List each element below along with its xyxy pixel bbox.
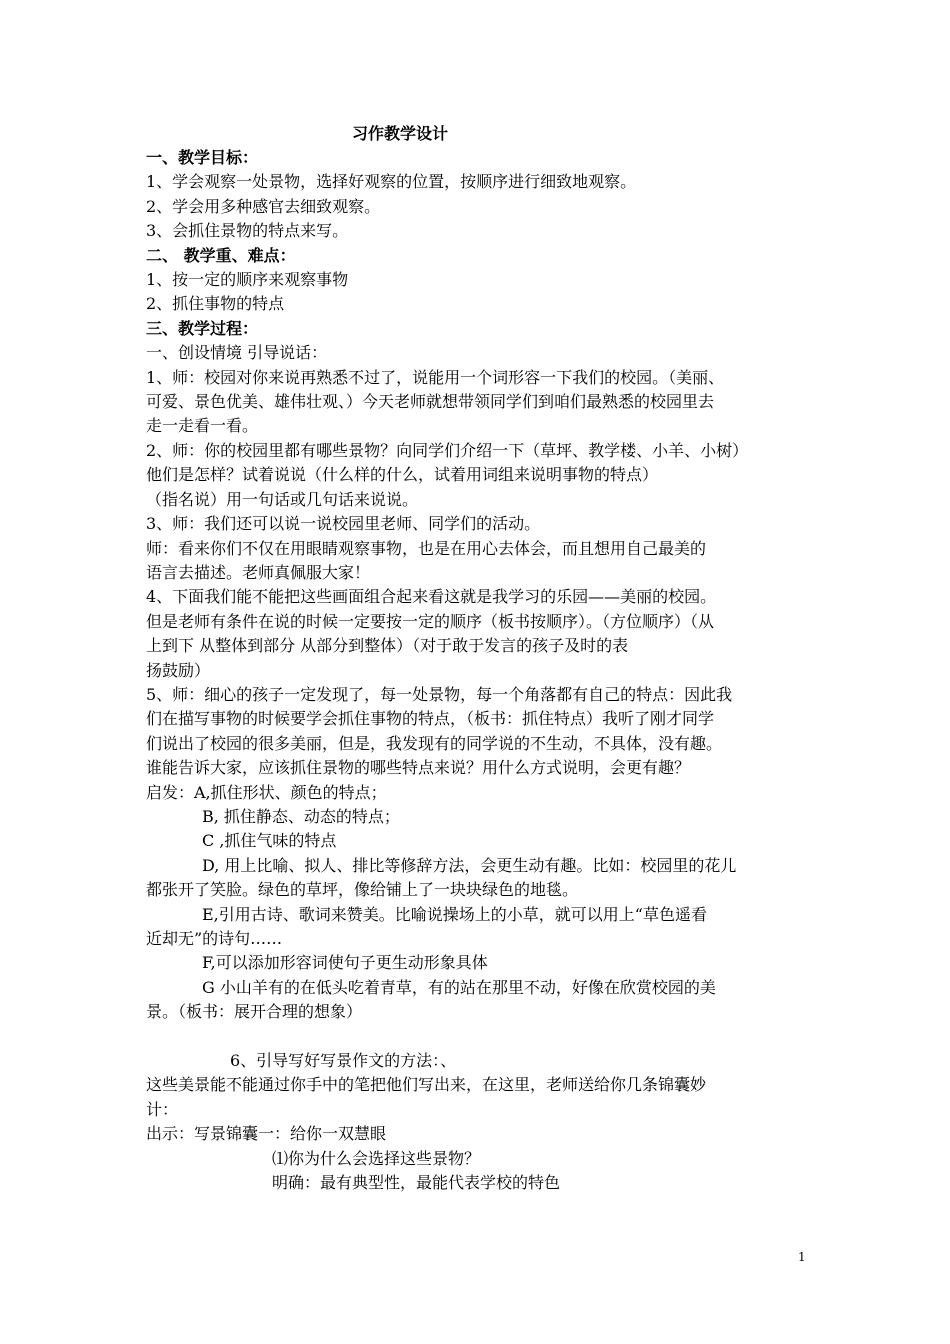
document-page <box>146 122 816 1195</box>
text-line: 计： <box>146 1099 179 1119</box>
text-line: ⑴你为什么会选择这些景物？ <box>272 1148 481 1168</box>
section-heading: 二、 教学重、难点： <box>146 245 296 265</box>
text-line: D, 用上比喻、拟人、排比等修辞方法，会更生动有趣。比如：校园里的花儿 <box>202 855 737 875</box>
text-line: G 小山羊有的在低头吃着青草，有的站在那里不动，好像在欣赏校园的美 <box>202 977 716 997</box>
text-line: 一、创设情境 引导说话： <box>146 343 328 363</box>
text-line: 明确：最有典型性，最能代表学校的特色 <box>272 1173 561 1193</box>
text-line: 但是老师有条件在说的时候一定要按一定的顺序（板书按顺序）。（方位顺序）（从 <box>146 611 715 631</box>
text-line: 2、师：你的校园里都有哪些景物？向同学们介绍一下（草坪、教学楼、小羊、小树） <box>146 440 749 460</box>
text-line: 走一走看一看。 <box>146 416 259 436</box>
text-line: 他们是怎样？试着说说（什么样的什么，试着用词组来说明事物的特点） <box>146 465 659 485</box>
text-line: 1、学会观察一处景物，选择好观察的位置，按顺序进行细致地观察。 <box>146 172 637 192</box>
text-line: 4、下面我们能不能把这些画面组合起来看这就是我学习的乐园——美丽的校园。 <box>146 587 717 607</box>
text-line: F,可以添加形容词使句子更生动形象具体 <box>202 953 488 973</box>
text-line: （指名说）用一句话或几句话来说说。 <box>146 489 419 509</box>
section-heading: 三、教学过程： <box>146 318 259 338</box>
text-line: 语言去描述。老师真佩服大家！ <box>146 562 371 582</box>
text-line: 1、师：校园对你来说再熟悉不过了，说能用一个词形容一下我们的校园。（美丽、 <box>146 367 725 387</box>
text-line: 扬鼓励） <box>146 660 211 680</box>
text-line: 出示：写景锦囊一：给你一双慧眼 <box>146 1124 387 1144</box>
text-line: 2、学会用多种感官去细致观察。 <box>146 196 381 216</box>
text-line: 都张开了笑脸。绿色的草坪，像给铺上了一块块绿色的地毯。 <box>146 880 579 900</box>
text-line: 们在描写事物的时候要学会抓住事物的特点，（板书：抓住特点）我听了刚才同学 <box>146 709 715 729</box>
document-title: 习作教学设计 <box>352 124 449 143</box>
text-line: 3、师：我们还可以说一说校园里老师、同学们的活动。 <box>146 514 541 534</box>
section-heading: 一、教学目标： <box>146 148 259 167</box>
page-number: 1 <box>798 1250 806 1264</box>
text-line: 谁能告诉大家，应该抓住景物的哪些特点来说？用什么方式说明，会更有趣？ <box>146 758 691 778</box>
document-body <box>146 146 816 1195</box>
text-line: 这些美景能不能通过你手中的笔把他们写出来，在这里，老师送给你几条锦囊妙 <box>146 1075 707 1095</box>
text-line: 上到下 从整体到部分 从部分到整体）（对于敢于发言的孩子及时的表 <box>146 636 629 656</box>
text-line: C ,抓住气味的特点 <box>202 831 337 851</box>
text-line: 可爱、景色优美、雄伟壮观、）今天老师就想带领同学们到咱们最熟悉的校园里去 <box>146 392 715 412</box>
text-line: 师：看来你们不仅在用眼睛观察事物，也是在用心去体会，而且想用自己最美的 <box>146 538 707 558</box>
text-line: E,引用古诗、歌词来赞美。比喻说操场上的小草，就可以用上“草色遥看 <box>202 904 707 924</box>
text-line: B, 抓住静态、动态的特点； <box>202 806 400 826</box>
text-line: 6、引导写好写景作文的方法：、 <box>230 1051 457 1071</box>
text-line: 启发：A,抓住形状、颜色的特点； <box>146 782 387 802</box>
text-line: 们说出了校园的很多美丽，但是，我发现有的同学说的不生动，不具体，没有趣。 <box>146 733 723 753</box>
text-line <box>146 1025 816 1049</box>
text-line: 2、抓住事物的特点 <box>146 294 285 314</box>
text-line: 近却无”的诗句…… <box>146 929 283 948</box>
text-line: 5、师：细心的孩子一定发现了，每一处景物，每一个角落都有自己的特点：因此我 <box>146 684 733 704</box>
text-line: 景。（板书：展开合理的想象） <box>146 1002 363 1022</box>
text-line: 1、按一定的顺序来观察事物 <box>146 270 349 290</box>
text-line: 3、会抓住景物的特点来写。 <box>146 221 349 241</box>
